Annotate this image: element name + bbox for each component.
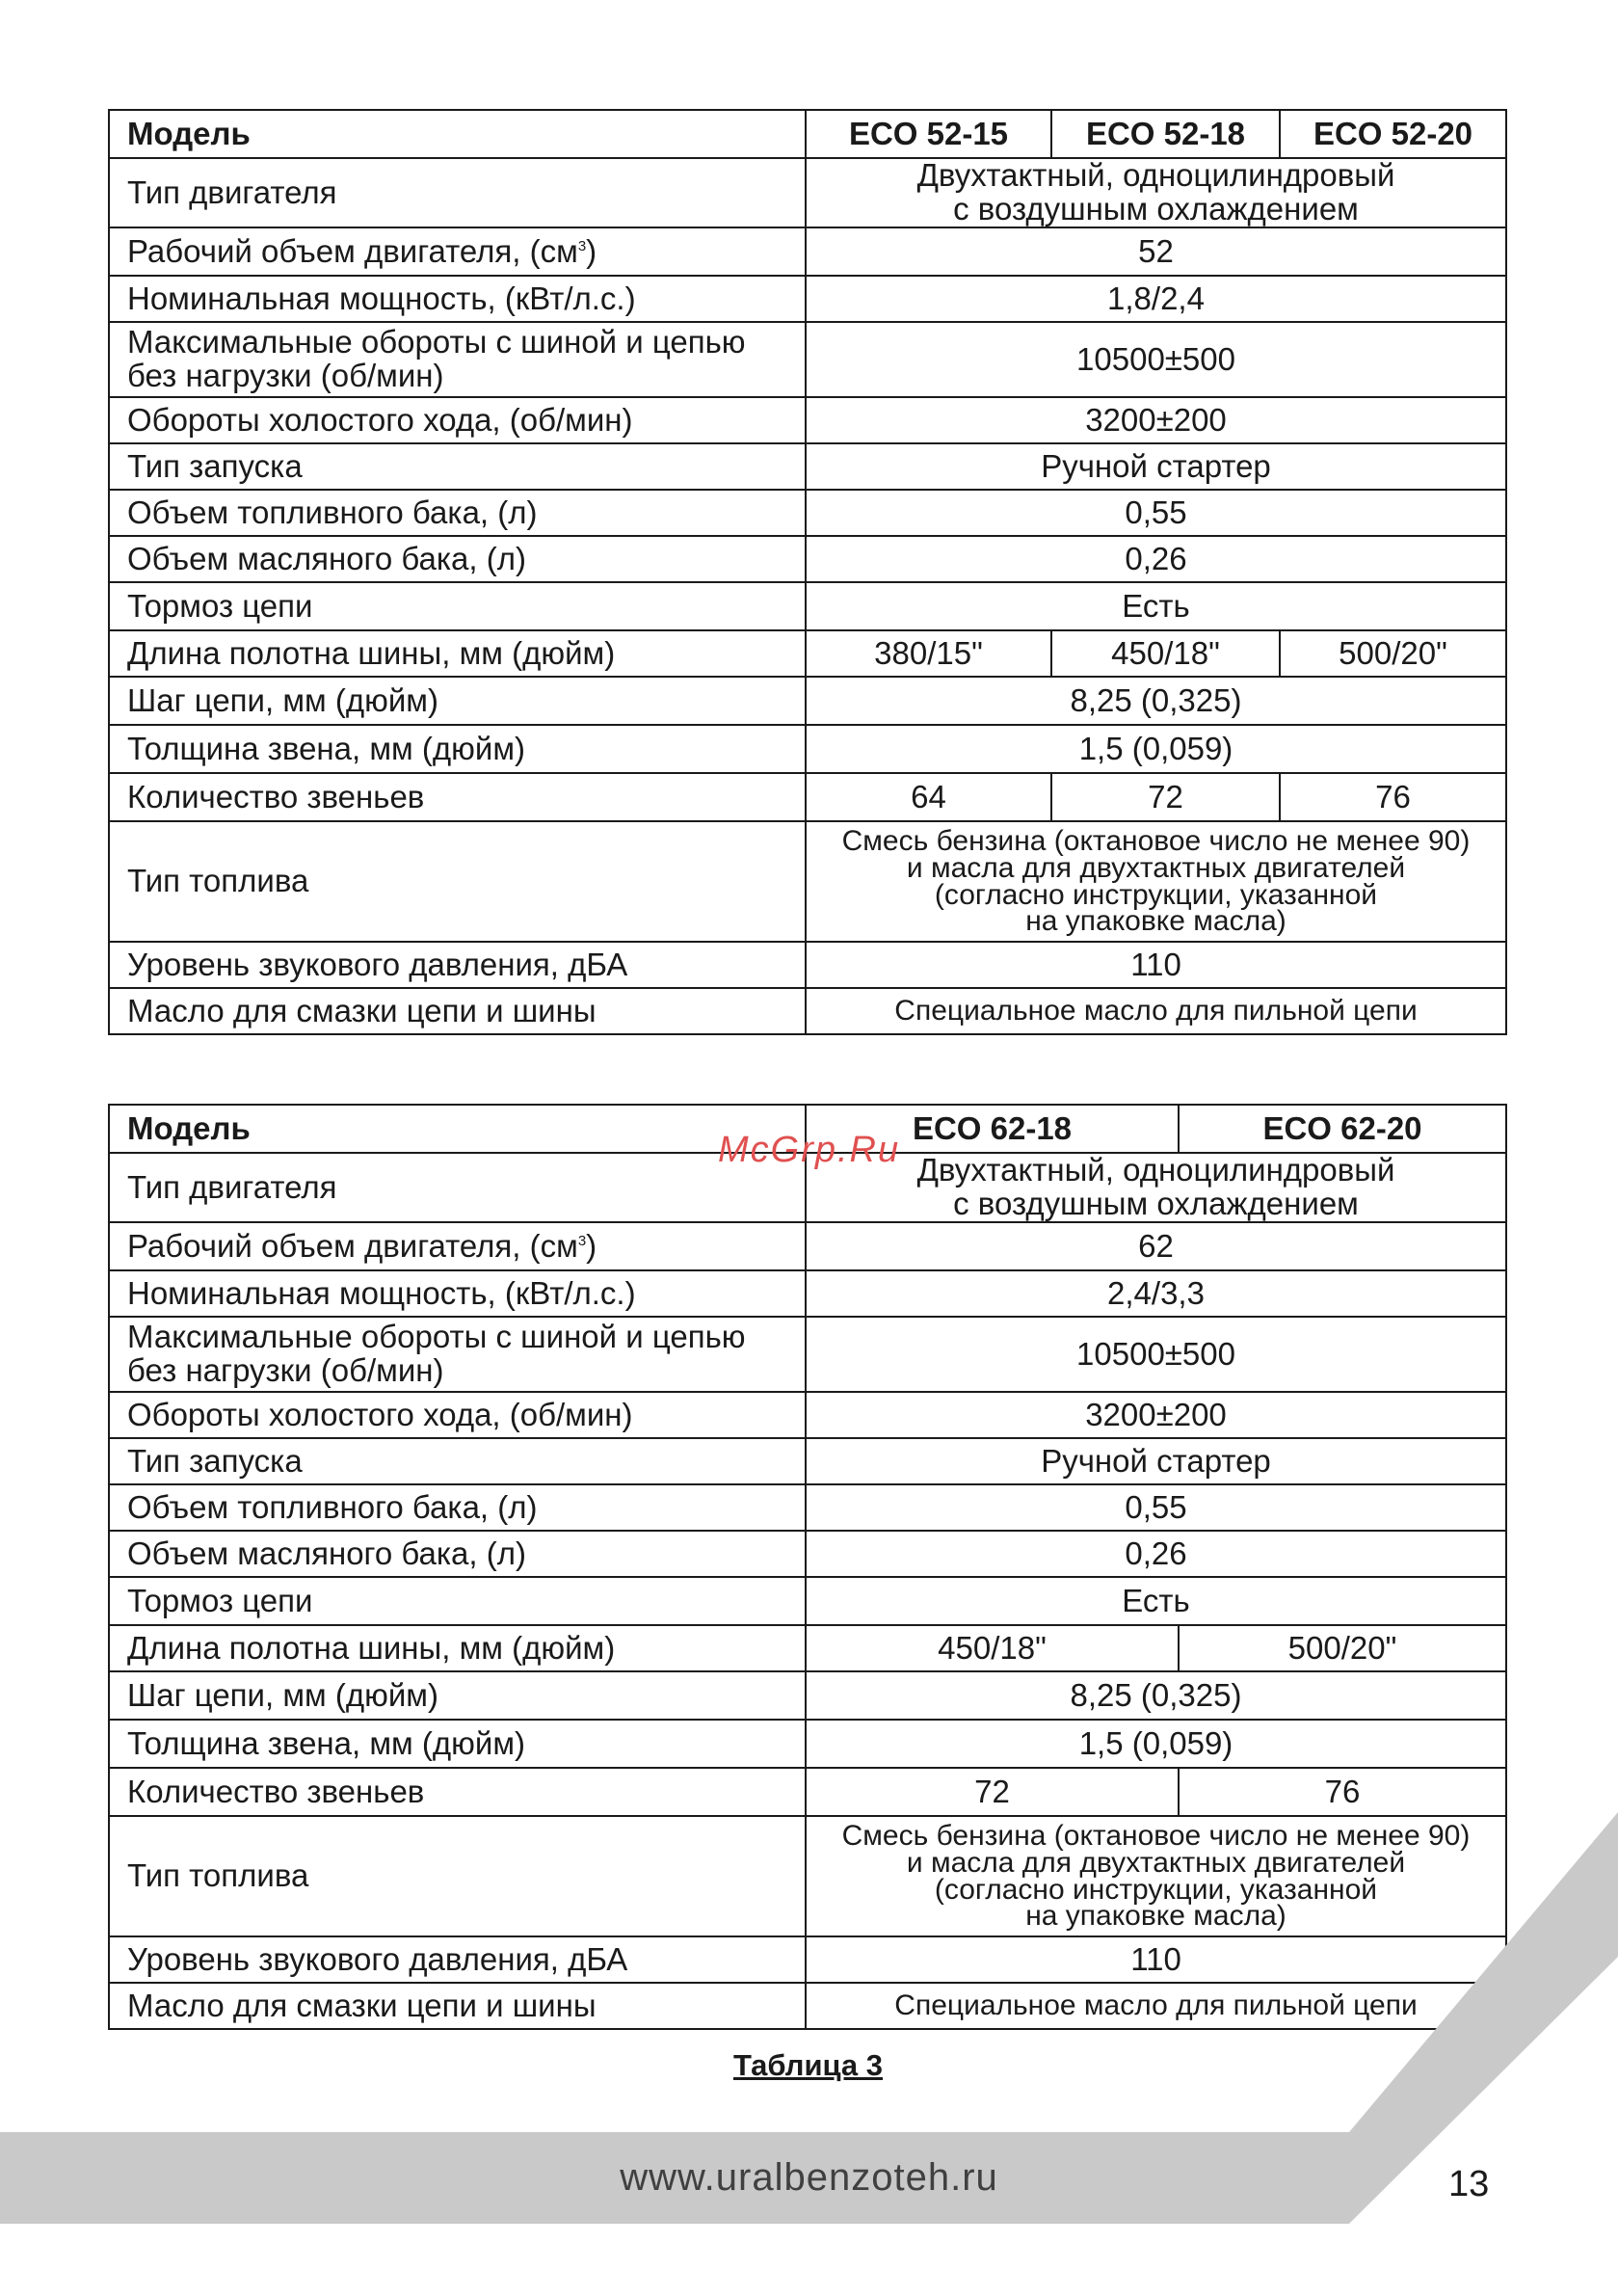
spec-value: 0,55 bbox=[806, 490, 1506, 536]
spec-label: Толщина звена, мм (дюйм) bbox=[109, 1720, 806, 1768]
table-row bbox=[109, 227, 1506, 276]
model-name: ECO 62-20 bbox=[1179, 1105, 1506, 1153]
spec-value: 1,5 (0,059) bbox=[806, 1720, 1506, 1768]
table-caption-text: Таблица 3 bbox=[732, 2048, 884, 2082]
spec-value: 52 bbox=[806, 227, 1506, 276]
model-name: ECO 52-20 bbox=[1280, 110, 1506, 158]
spec-value: Ручной стартер bbox=[806, 1438, 1506, 1484]
spec-label: Длина полотна шины, мм (дюйм) bbox=[109, 1625, 806, 1671]
table-row bbox=[109, 536, 1506, 582]
spec-label: Номинальная мощность, (кВт/л.с.) bbox=[109, 1270, 806, 1317]
spec-label: Максимальные обороты с шиной и цепью без нагрузки (об/мин) bbox=[109, 322, 806, 397]
spec-value: 8,25 (0,325) bbox=[806, 677, 1506, 725]
spec-value: 0,26 bbox=[806, 536, 1506, 582]
table-row bbox=[109, 725, 1506, 773]
table-row bbox=[109, 490, 1506, 536]
table-row bbox=[109, 158, 1506, 227]
table-row bbox=[109, 443, 1506, 490]
spec-value: 0,55 bbox=[806, 1484, 1506, 1531]
spec-label: Максимальные обороты с шиной и цепью без нагрузки (об/мин) bbox=[109, 1317, 806, 1392]
spec-value: 8,25 (0,325) bbox=[806, 1671, 1506, 1720]
table-row bbox=[109, 630, 1506, 677]
footer-corner-shape bbox=[1253, 1812, 1618, 2296]
table-row bbox=[109, 1392, 1506, 1438]
spec-value: 2,4/3,3 bbox=[806, 1270, 1506, 1317]
table-row bbox=[109, 773, 1506, 821]
watermark: McGrp.Ru bbox=[718, 1130, 901, 1170]
table-row bbox=[109, 110, 1506, 158]
spec-label: Длина полотна шины, мм (дюйм) bbox=[109, 630, 806, 677]
spec-value: 450/18" bbox=[1051, 630, 1280, 677]
table-row bbox=[109, 582, 1506, 630]
table-row bbox=[109, 1671, 1506, 1720]
spec-label: Объем топливного бака, (л) bbox=[109, 490, 806, 536]
table-row bbox=[109, 1317, 1506, 1392]
spec-label: Тип двигателя bbox=[109, 1153, 806, 1222]
spec-label: Уровень звукового давления, дБА bbox=[109, 1936, 806, 1983]
spec-value: 72 bbox=[806, 1768, 1179, 1816]
spec-label: Номинальная мощность, (кВт/л.с.) bbox=[109, 276, 806, 322]
spec-label: Тип топлива bbox=[109, 1816, 806, 1936]
spec-table-eco52 bbox=[108, 109, 1507, 1035]
spec-value: 500/20" bbox=[1179, 1625, 1506, 1671]
table-row bbox=[109, 677, 1506, 725]
model-name: ECO 62-18 bbox=[806, 1105, 1179, 1153]
spec-label: Обороты холостого хода, (об/мин) bbox=[109, 397, 806, 443]
spec-label: Масло для смазки цепи и шины bbox=[109, 1983, 806, 2029]
table-row bbox=[109, 276, 1506, 322]
spec-label: Количество звеньев bbox=[109, 773, 806, 821]
spec-label: Масло для смазки цепи и шины bbox=[109, 988, 806, 1034]
model-name: ECO 52-15 bbox=[806, 110, 1051, 158]
table-row bbox=[109, 1438, 1506, 1484]
spec-label: Рабочий объем двигателя, $(см^3)$ bbox=[109, 227, 806, 276]
spec-value: 500/20" bbox=[1280, 630, 1506, 677]
table-row bbox=[109, 1484, 1506, 1531]
spec-label: Тормоз цепи bbox=[109, 582, 806, 630]
spec-value: 10500±500 bbox=[806, 1317, 1506, 1392]
spec-value: Ручной стартер bbox=[806, 443, 1506, 490]
table-row bbox=[109, 1531, 1506, 1577]
spec-value: Есть bbox=[806, 582, 1506, 630]
spec-label: Тип запуска bbox=[109, 1438, 806, 1484]
spec-value: 3200±200 bbox=[806, 397, 1506, 443]
spec-value: 1,8/2,4 bbox=[806, 276, 1506, 322]
spec-value: 1,5 (0,059) bbox=[806, 725, 1506, 773]
spec-value: Двухтактный, одноцилиндровый с воздушным охлаждением bbox=[806, 1153, 1506, 1222]
spec-label: Объем масляного бака, (л) bbox=[109, 1531, 806, 1577]
table-row bbox=[109, 1768, 1506, 1816]
table-row bbox=[109, 1577, 1506, 1625]
spec-value: 76 bbox=[1179, 1768, 1506, 1816]
spec-value: 110 bbox=[806, 1936, 1506, 1983]
spec-label: Объем масляного бака, (л) bbox=[109, 536, 806, 582]
spec-value: Смесь бензина (октановое число не менее 90) и масла для двухтактных двигателей (согласно инструкции, указанной на упаковке масла) bbox=[806, 1816, 1506, 1936]
spec-label: Шаг цепи, мм (дюйм) bbox=[109, 677, 806, 725]
spec-label: Тип топлива bbox=[109, 821, 806, 942]
spec-value: 62 bbox=[806, 1222, 1506, 1270]
model-name: ECO 52-18 bbox=[1051, 110, 1280, 158]
spec-label: Толщина звена, мм (дюйм) bbox=[109, 725, 806, 773]
table-row bbox=[109, 1222, 1506, 1270]
table-row bbox=[109, 1625, 1506, 1671]
model-header-label: Модель bbox=[109, 110, 806, 158]
spec-value: 110 bbox=[806, 942, 1506, 988]
spec-label: Тип запуска bbox=[109, 443, 806, 490]
spec-label: Уровень звукового давления, дБА bbox=[109, 942, 806, 988]
spec-value: Двухтактный, одноцилиндровый с воздушным охлаждением bbox=[806, 158, 1506, 227]
model-header-label: Модель bbox=[109, 1105, 806, 1153]
spec-value: 10500±500 bbox=[806, 322, 1506, 397]
spec-label: Шаг цепи, мм (дюйм) bbox=[109, 1671, 806, 1720]
spec-label: Тормоз цепи bbox=[109, 1577, 806, 1625]
spec-label: Объем топливного бака, (л) bbox=[109, 1484, 806, 1531]
spec-value: 3200±200 bbox=[806, 1392, 1506, 1438]
table-row bbox=[109, 1270, 1506, 1317]
spec-value: Специальное масло для пильной цепи bbox=[806, 988, 1506, 1034]
table-row bbox=[109, 988, 1506, 1034]
spec-value: 72 bbox=[1051, 773, 1280, 821]
table-row bbox=[109, 942, 1506, 988]
spec-label: Обороты холостого хода, (об/мин) bbox=[109, 1392, 806, 1438]
page-number: 13 bbox=[1448, 2164, 1490, 2204]
spec-label: Тип двигателя bbox=[109, 158, 806, 227]
table-row bbox=[109, 1720, 1506, 1768]
spec-value: 380/15" bbox=[806, 630, 1051, 677]
spec-value: Смесь бензина (октановое число не менее 90) и масла для двухтактных двигателей (согласно инструкции, указанной на упаковке масла) bbox=[806, 821, 1506, 942]
footer-url[interactable]: www.uralbenzoteh.ru bbox=[620, 2156, 998, 2199]
spec-value: 450/18" bbox=[806, 1625, 1179, 1671]
spec-value: Есть bbox=[806, 1577, 1506, 1625]
spec-value: 0,26 bbox=[806, 1531, 1506, 1577]
spec-value: Специальное масло для пильной цепи bbox=[806, 1983, 1506, 2029]
table-row bbox=[109, 397, 1506, 443]
spec-value: 76 bbox=[1280, 773, 1506, 821]
spec-value: 64 bbox=[806, 773, 1051, 821]
spec-label: Количество звеньев bbox=[109, 1768, 806, 1816]
table-row bbox=[109, 322, 1506, 397]
table-row bbox=[109, 821, 1506, 942]
spec-label: Рабочий объем двигателя, $(см^3)$ bbox=[109, 1222, 806, 1270]
